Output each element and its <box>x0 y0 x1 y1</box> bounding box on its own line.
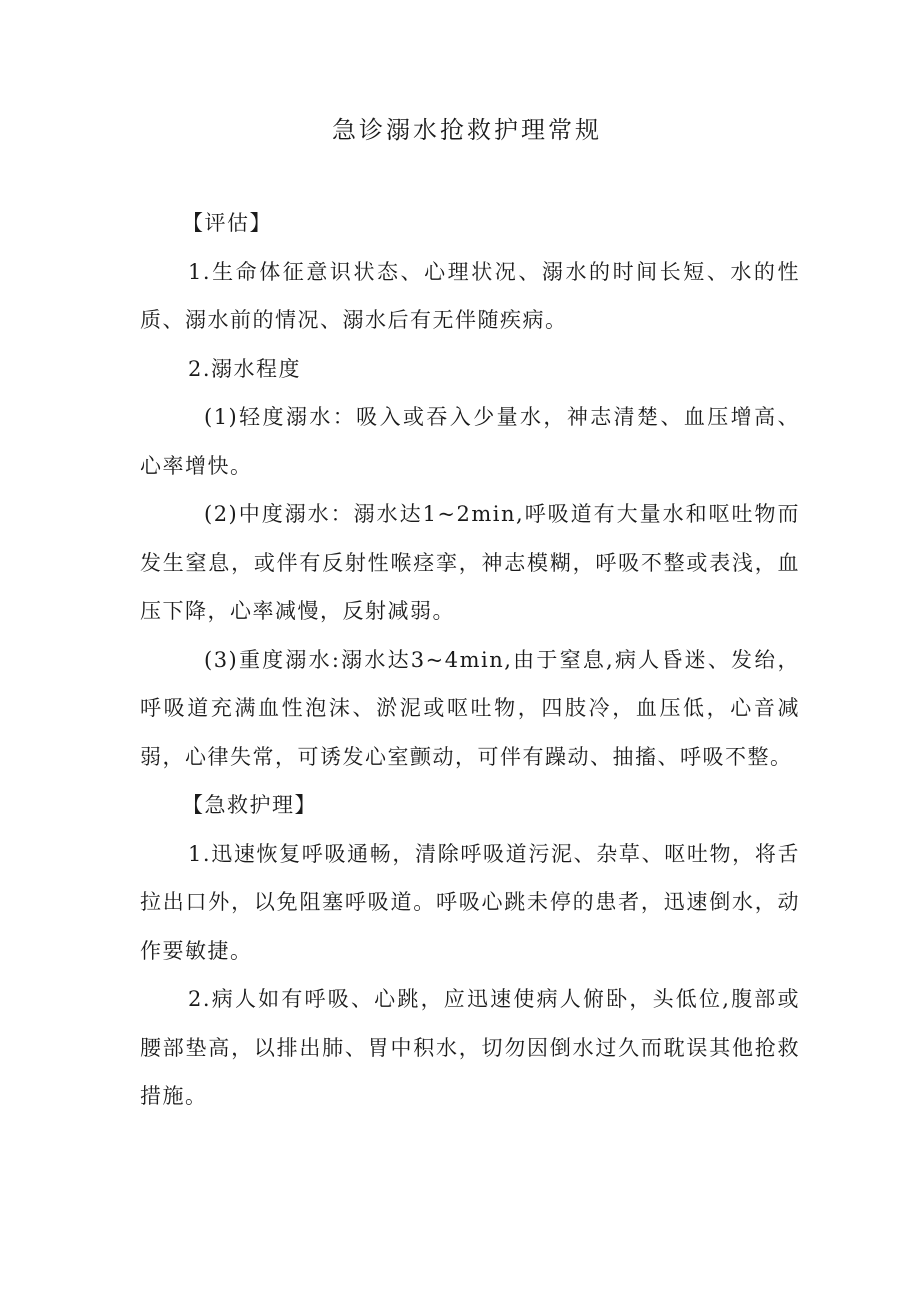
section-heading-emergency-care: 【急救护理】 <box>182 793 317 817</box>
assessment-item-1: 1.生命体征意识状态、心理状况、溺水的时间长短、水的性质、溺水前的情况、溺水后有无伴随疾病。 <box>140 259 800 332</box>
emergency-care-item-2: 2.病人如有呼吸、心跳，应迅速使病人俯卧，头低位,腹部或腰部垫高，以排出肺、胃中积水，切勿因倒水过久而耽误其他抢救措施。 <box>140 987 800 1108</box>
document-body <box>140 199 800 1121</box>
drowning-level-moderate: (2)中度溺水：溺水达1~2min,呼吸道有大量水和呕吐物而发生窒息，或伴有反射性喉痉挛，神志模糊，呼吸不整或表浅，血压下降，心率减慢，反射减弱。 <box>140 502 800 623</box>
section-heading-assessment: 【评估】 <box>182 211 272 235</box>
drowning-level-mild: (1)轻度溺水：吸入或吞入少量水，神志清楚、血压增高、心率增快。 <box>140 405 800 478</box>
drowning-level-severe: (3)重度溺水:溺水达3~4min,由于窒息,病人昏迷、发绐，呼吸道充满血性泡沫、淤泥或呕吐物，四肢冷，血压低，心音减弱，心律失常，可诱发心室颤动，可伴有躁动、抽搐、呼吸不整。 <box>140 647 800 769</box>
document-title: 急诊溺水抢救护理常规 <box>332 116 602 144</box>
emergency-care-item-1: 1.迅速恢复呼吸通畅，清除呼吸道污泥、杂草、呕吐物，将舌拉出口外，以免阻塞呼吸道。呼吸心跳未停的患者，迅速倒水，动作要敏捷。 <box>140 841 800 963</box>
assessment-item-2: 2.溺水程度 <box>188 356 302 381</box>
